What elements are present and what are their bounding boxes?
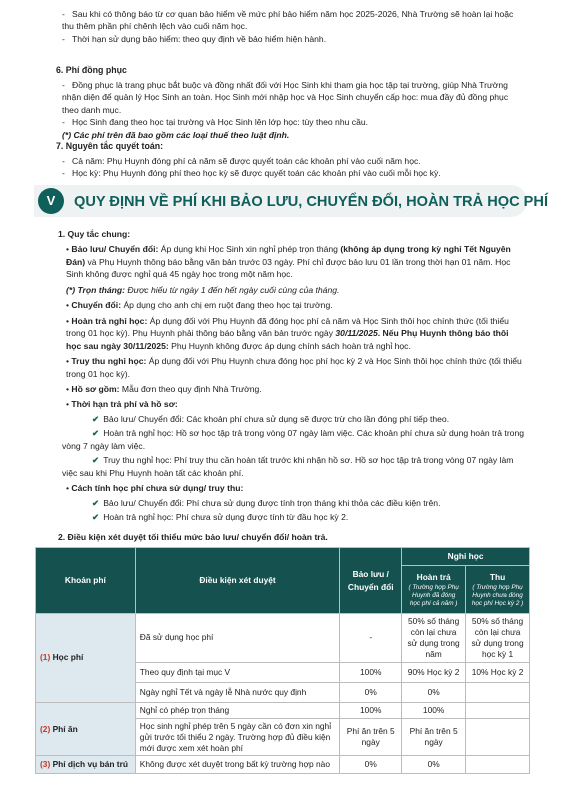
- calc-reserve: [62, 497, 525, 509]
- rule-reserve: • Bảo lưu/ Chuyển đổi: Áp dụng khi Học Sinh xin nghỉ phép trọn tháng (không áp dụng trong kỳ nghỉ Tết Nguyên Đán) và Phụ Huynh thông báo bằng văn bản trước 03 ngày. Phí chỉ được bảo lưu 01 lần trong thời hạn 01 năm. Học Sinh không được nghỉ quá 45 ngày học trong một năm học.: [66, 244, 511, 280]
- tax-note: (*) Các phí trên đã bao gồm các loại thuế theo luật định.: [62, 129, 290, 140]
- rule-transfer-text: Áp dụng cho anh chị em ruột đang theo học tại trường.: [121, 300, 333, 311]
- tuition-refund-3: 0%: [402, 682, 466, 702]
- header-collect-sub: ( Trường hợp Phụ Huynh chưa đóng học phí Học kỳ 2 ): [471, 583, 524, 607]
- deadline-collect: [62, 454, 525, 479]
- settlement-semester-text: Học kỳ: Phụ Huynh đóng phí theo học kỳ sẽ được quyết toán các khoản phí vào cuối mỗi học kỳ.: [72, 168, 441, 179]
- uniform-section: [0, 64, 565, 141]
- boarding-number: (3): [40, 759, 51, 770]
- tuition-reserve-1: -: [340, 614, 402, 663]
- boarding-reserve-1: 0%: [340, 756, 402, 774]
- rule-calc-label: Cách tính học phí chưa sử dụng/ truy thu:: [71, 483, 244, 494]
- deadline-reserve: [62, 413, 525, 425]
- table-row: [36, 756, 530, 774]
- boarding-cell: [36, 756, 136, 774]
- header-reserve: Bảo lưu / Chuyển đổi: [340, 548, 402, 614]
- settlement-semester: - Học kỳ: Phụ Huynh đóng phí theo học kỳ sẽ được quyết toán các khoản phí vào cuối mỗi học kỳ.: [62, 168, 441, 179]
- rule-collect-text: Áp dụng đối với Phụ Huynh chưa đóng học phí học kỳ 2 và Học Sinh thôi học chính thức (tối thiểu trong 01 học kỳ).: [66, 356, 522, 379]
- tuition-reserve-3: 0%: [340, 682, 402, 702]
- header-fee: Khoản phí: [36, 548, 136, 614]
- rule-reserve-text2: và Phụ Huynh thông báo bằng văn bản trước 03 ngày. Phí chỉ được bảo lưu 01 lần trong thời hạn 01 năm. Học Sinh không được nghỉ quá 45 ngày học trong một năm học.: [66, 256, 511, 280]
- rule-refund: • Hoàn trả nghỉ học: Áp dụng đối với Phụ Huynh đã đóng học phí cả năm và Học Sinh thôi học chính thức (tối thiểu trong 01 học kỳ). Phụ Huynh phải thông báo bằng văn bản trước ngày 30/11/2025. Nếu Phụ Huynh thông báo thôi học sau ngày 30/11/2025: Phụ Huynh không được áp dụng chính sách hoàn trả nghỉ học.: [66, 315, 509, 351]
- meal-reserve-2: Phí ăn trên 5 ngày: [340, 718, 402, 756]
- settlement-year: - Cả năm: Phụ Huynh đóng phí cả năm sẽ được quyết toán các khoản phí vào cuối năm học.: [62, 155, 421, 166]
- deadline-refund: [62, 427, 525, 452]
- rule-deadline-label: Thời hạn trả phí và hồ sơ:: [71, 399, 178, 410]
- meal-cond-1: Nghỉ có phép trọn tháng: [135, 702, 339, 718]
- insurance-note-1: - Sau khi có thông báo từ cơ quan bảo hiểm về mức phí bảo hiểm năm học 2025-2026, Nhà Trường sẽ hoàn lại hoặc thu thêm phần phí chênh lệch vào cuối năm học.: [62, 9, 514, 32]
- settlement-section: [0, 140, 565, 180]
- rule-transfer: • Chuyển đổi: Áp dụng cho anh chị em ruột đang theo học tại trường.: [66, 300, 333, 311]
- tuition-refund-1: 50% số tháng còn lại chưa sử dụng trong năm: [402, 614, 466, 663]
- header-refund: [402, 566, 466, 614]
- calc-reserve-text: Bảo lưu/ Chuyển đổi: Phí chưa sử dụng được tính trọn tháng khi thỏa các điều kiện trên.: [103, 497, 441, 508]
- header-collect-label: Thu: [489, 572, 506, 583]
- check-icon: ✔: [92, 413, 100, 424]
- section-number-badge: V: [38, 188, 64, 214]
- rule-collect-label: Truy thu nghỉ học:: [71, 356, 147, 367]
- header-condition: Điều kiện xét duyệt: [135, 548, 339, 614]
- header-leave: Nghỉ học: [402, 548, 530, 566]
- deadline-refund-text: Hoàn trả nghỉ học: Hồ sơ học tập trả trong vòng 07 ngày làm việc. Các khoản phí chưa sử dụng hoàn trả trong vòng 7 ngày làm việc.: [62, 428, 525, 451]
- check-icon: ✔: [92, 497, 100, 508]
- full-month-text: Được hiểu từ ngày 1 đến hết ngày cuối cùng của tháng.: [125, 284, 340, 295]
- tuition-collect-2: 10% Học kỳ 2: [466, 662, 530, 682]
- calc-refund-text: Hoàn trả nghỉ học: Phí chưa sử dụng được tính từ đầu học kỳ 2.: [103, 512, 349, 523]
- tuition-refund-2: 90% Học kỳ 2: [402, 662, 466, 682]
- insurance-note-2: - Thời hạn sử dụng bảo hiểm: theo quy định về bảo hiểm hiện hành.: [62, 33, 327, 44]
- tuition-number: (1): [40, 652, 51, 663]
- insurance-note-1-text: Sau khi có thông báo từ cơ quan bảo hiểm về mức phí bảo hiểm năm học 2025-2026, Nhà Trường sẽ hoàn lại hoặc thu thêm phần phí chênh lệch vào cuối năm học.: [62, 9, 514, 32]
- tuition-collect-1: 50% số tháng còn lại chưa sử dụng trong học kỳ 1: [466, 614, 530, 663]
- settlement-heading: 7. Nguyên tắc quyết toán:: [56, 141, 164, 151]
- header-refund-sub: ( Trường hợp Phụ Huynh đã đóng học phí cả năm ): [408, 583, 459, 607]
- tuition-reserve-2: 100%: [340, 662, 402, 682]
- conditions-table: [35, 547, 530, 774]
- full-month-note: [66, 284, 525, 296]
- rule-refund-bold: . Nếu Phụ Huynh thông báo thôi học sau ngày 30/11/2025:: [66, 328, 509, 351]
- rule-reserve-bold: (không áp dụng trong kỳ nghỉ Tết Nguyên Đán): [66, 244, 511, 267]
- tuition-cond-3: Ngày nghỉ Tết và ngày lễ Nhà nước quy định: [135, 682, 339, 702]
- tuition-cond-1: Đã sử dụng học phí: [135, 614, 339, 663]
- rule-docs: • Hồ sơ gồm: Mẫu đơn theo quy định Nhà Trường.: [66, 383, 262, 394]
- meal-refund-2: Phí ăn trên 5 ngày: [402, 718, 466, 756]
- table-row: [36, 614, 530, 663]
- tuition-collect-3: [466, 682, 530, 702]
- meal-cell: [36, 702, 136, 756]
- section-title: QUY ĐỊNH VỀ PHÍ KHI BẢO LƯU, CHUYỂN ĐỔI, HOÀN TRẢ HỌC PHÍ: [74, 194, 549, 210]
- boarding-label: Phí dịch vụ bán trú: [52, 759, 128, 770]
- insurance-notes: [0, 8, 565, 45]
- meal-refund-1: 100%: [402, 702, 466, 718]
- boarding-refund-1: 0%: [402, 756, 466, 774]
- rule-reserve-text: Áp dụng khi Học Sinh xin nghỉ phép trọn tháng: [158, 244, 341, 255]
- meal-collect-2: [466, 718, 530, 756]
- rule-refund-label: Hoàn trả nghỉ học:: [71, 315, 148, 326]
- uniform-para-1-text: Đồng phục là trang phục bắt buộc và đồng nhất đối với Học Sinh khi tham gia học tập tại trường, giúp Nhà Trường nhận diện để quản lý Học Sinh an toàn. Học Sinh mới nhập học và Học Sinh chuyển cấp học: mua đầy đủ đồng phục theo danh mục.: [62, 79, 509, 115]
- rule-refund-text: Áp dụng đối với Phụ Huynh đã đóng học phí cả năm và Học Sinh thôi học chính thức (tối thiểu trong 01 học kỳ). Phụ Huynh phải thông báo bằng văn bản trước ngày: [66, 315, 509, 339]
- uniform-para-1: - Đồng phục là trang phục bắt buộc và đồng nhất đối với Học Sinh khi tham gia học tập tại trường, giúp Nhà Trường nhận diện để quản lý Học Sinh an toàn. Học Sinh mới nhập học và Học Sinh chuyển cấp học: mua đầy đủ đồng phục theo danh mục.: [62, 79, 509, 115]
- tuition-label: Học phí: [52, 652, 84, 663]
- conditions-heading: 2. Điều kiện xét duyệt tối thiểu mức bảo lưu/ chuyển đổi/ hoàn trả.: [58, 532, 328, 542]
- rule-collect: • Truy thu nghỉ học: Áp dụng đối với Phụ Huynh chưa đóng học phí học kỳ 2 và Học Sinh thôi học chính thức (tối thiểu trong 01 học kỳ).: [66, 356, 522, 379]
- check-icon: ✔: [92, 512, 100, 523]
- rule-docs-label: Hồ sơ gồm:: [71, 383, 120, 394]
- rule-transfer-label: Chuyển đổi:: [71, 300, 122, 311]
- insurance-note-2-text: Thời hạn sử dụng bảo hiểm: theo quy định về bảo hiểm hiện hành.: [72, 33, 327, 44]
- meal-label: Phí ăn: [52, 723, 78, 734]
- header-collect: [466, 566, 530, 614]
- check-icon: ✔: [92, 455, 100, 466]
- meal-reserve-1: 100%: [340, 702, 402, 718]
- meal-number: (2): [40, 723, 51, 734]
- rule-docs-text: Mẫu đơn theo quy định Nhà Trường.: [119, 383, 262, 394]
- rule-deadline: • Thời hạn trả phí và hồ sơ:: [66, 399, 178, 410]
- full-month-label: (*) Trọn tháng:: [66, 284, 126, 295]
- table-row: [36, 702, 530, 718]
- settlement-year-text: Cả năm: Phụ Huynh đóng phí cả năm sẽ được quyết toán các khoản phí vào cuối năm học.: [72, 155, 421, 166]
- calc-refund: [62, 511, 525, 523]
- deadline-reserve-text: Bảo lưu/ Chuyển đổi: Các khoản phí chưa sử dụng sẽ được trừ cho lần đóng phí tiếp theo.: [103, 413, 450, 424]
- rule-refund-date: 30/11/2025: [335, 328, 378, 339]
- meal-collect-1: [466, 702, 530, 718]
- boarding-collect-1: [466, 756, 530, 774]
- rule-reserve-label: Bảo lưu/ Chuyển đổi:: [71, 244, 159, 255]
- tuition-cell: [36, 614, 136, 703]
- check-icon: ✔: [92, 428, 100, 439]
- uniform-heading: 6. Phí đồng phục: [56, 65, 127, 75]
- uniform-para-2: - Học Sinh đang theo học tại trường và Học Sinh lên lớp học: tùy theo nhu cầu.: [62, 117, 369, 128]
- header-refund-label: Hoàn trả: [416, 572, 451, 583]
- rules-heading: 1. Quy tắc chung:: [58, 229, 131, 239]
- meal-cond-2: Học sinh nghỉ phép trên 5 ngày cần có đơn xin nghỉ gửi trước tối thiểu 2 ngày. Trường hợp đủ điều kiện mới được xem xét hoàn phí: [135, 718, 339, 756]
- rule-refund-text2: Phụ Huynh không được áp dụng chính sách hoàn trả nghỉ học.: [168, 340, 411, 351]
- boarding-cond-1: Không được xét duyệt trong bất kỳ trường hợp nào: [135, 756, 339, 774]
- uniform-para-2-text: Học Sinh đang theo học tại trường và Học Sinh lên lớp học: tùy theo nhu cầu.: [72, 117, 369, 128]
- rule-calc: • Cách tính học phí chưa sử dụng/ truy thu:: [66, 483, 244, 494]
- rules-section: [0, 228, 565, 524]
- tuition-cond-2: Theo quy định tại mục V: [135, 662, 339, 682]
- deadline-collect-text: Truy thu nghỉ học: Phí truy thu cần hoàn tất trước khi nhận hồ sơ. Hồ sơ học tập trả trong vòng 07 ngày làm việc sau khi Phụ Huynh hoàn tất các khoản phí.: [62, 455, 514, 478]
